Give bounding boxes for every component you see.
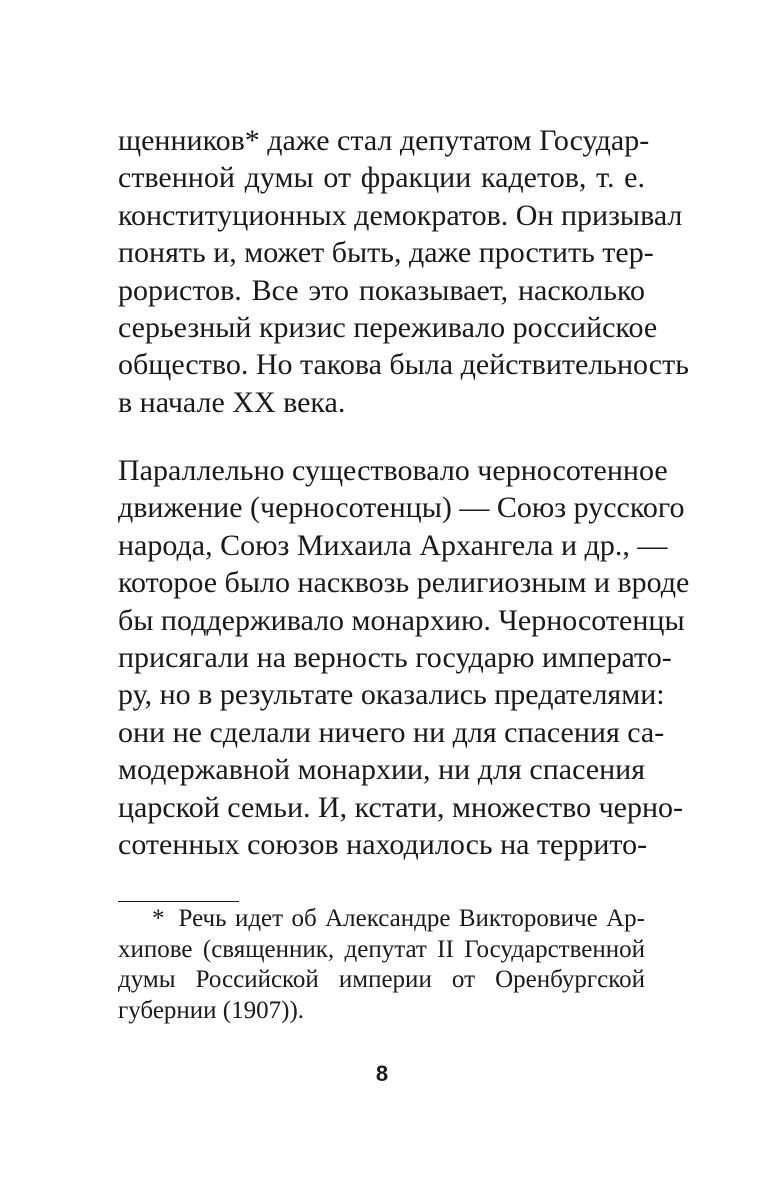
paragraph-line: бы поддерживало монархию. Черносотенцы: [118, 603, 685, 637]
footnote-line: думы Российской империи от Оренбургской: [118, 966, 645, 994]
paragraph-line: щенников* даже стал депутатом Государ-: [118, 124, 650, 157]
paragraph-line: сотенных союзов находилось на террито-: [118, 828, 648, 862]
paragraph-line: Параллельно существовало черносотенное: [118, 454, 668, 487]
paragraph-line: конституционных демократов. Он призывал: [118, 198, 683, 232]
paragraph-line: модержавной монархии, ни для спасения: [118, 753, 645, 787]
paragraph-line: ственной думы от фракции кадетов, т. е.: [118, 161, 645, 195]
paragraph-line: ру, но в результате оказались предателями:: [118, 678, 665, 712]
footnote-divider: [118, 901, 239, 902]
paragraph-2: [118, 452, 690, 863]
paragraph-line: в начале XX века.: [118, 385, 346, 419]
footnote-line: [118, 904, 645, 935]
paragraph-line: рористов. Все это показывает, насколько: [118, 273, 645, 307]
paragraph-line: народа, Союз Михаила Архангела и др., —: [118, 528, 668, 562]
paragraph-line: понять и, может быть, даже простить тер-: [118, 236, 654, 270]
paragraph-line: присягали на верность государю императо-: [118, 641, 672, 675]
page-number: 8: [375, 1061, 389, 1086]
footnote-marker: *: [152, 905, 165, 932]
paragraph-line: они не сделали ничего ни для спасения са-: [118, 715, 665, 749]
footnote-text: Речь идет об Александре Викторовиче Ар-: [178, 905, 645, 932]
paragraph-1: [118, 122, 689, 421]
paragraph-line: царской семьи. И, кстати, множество черно-: [118, 790, 684, 824]
paragraph-line: движение (черносотенцы) — Союз русского: [118, 491, 685, 525]
footnote-line: губернии (1907)).: [118, 997, 305, 1025]
footnote: [118, 904, 645, 1027]
paragraph-line: серьезный кризис переживало российское: [118, 311, 658, 345]
paragraph-line: общество. Но такова была действительность: [118, 348, 689, 382]
paragraph-line: которое было насквозь религиозным и вроде: [118, 566, 690, 600]
footnote-line: хипове (священник, депутат II Государственной: [118, 935, 645, 963]
